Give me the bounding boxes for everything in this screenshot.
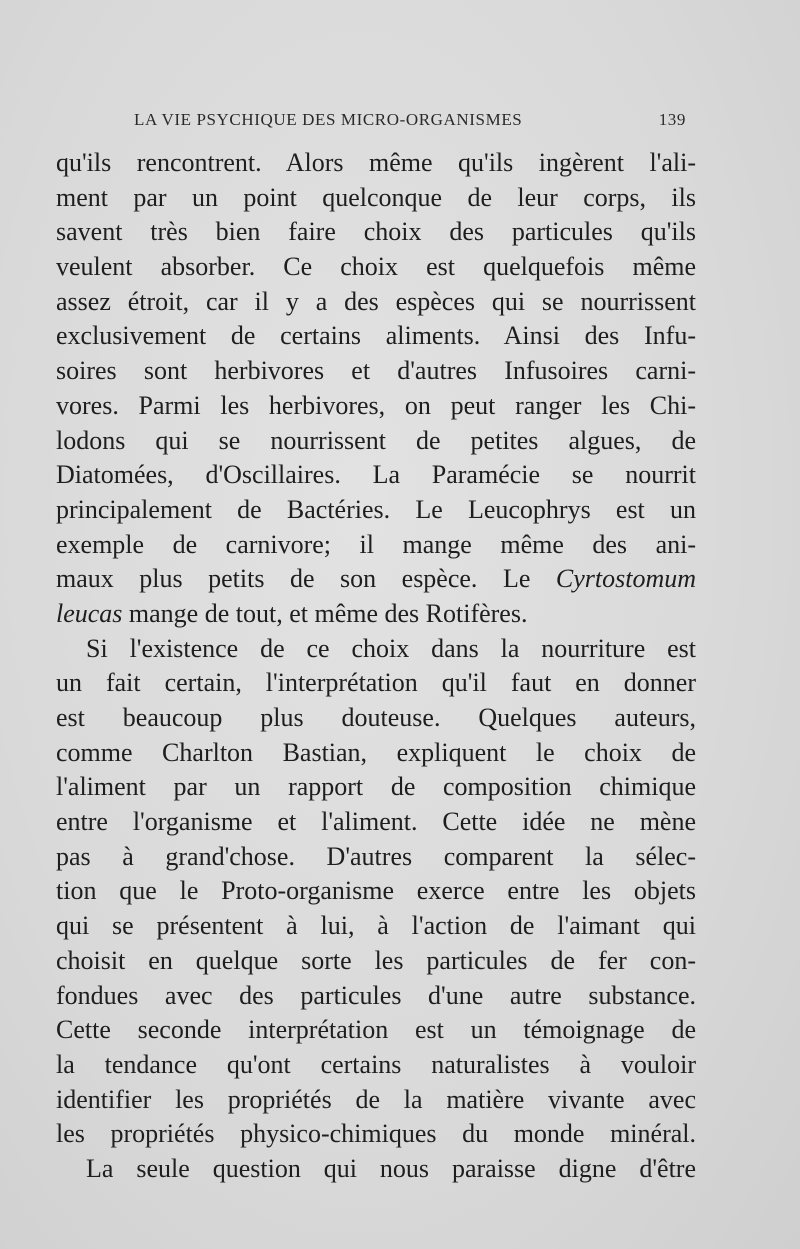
running-title: LA VIE PSYCHIQUE DES MICRO-ORGANISMES	[134, 110, 523, 129]
running-head	[134, 110, 686, 136]
text-line: ment par un point quelconque de leur corps, ils	[56, 182, 696, 212]
text-line: qui se présentent à lui, à l'action de l'aimant qui	[56, 911, 696, 941]
text-line: qu'ils rencontrent. Alors même qu'ils ingèrent l'ali-	[56, 148, 696, 177]
text-run: maux plus petits de son espèce. Le	[56, 564, 556, 594]
species-name: Cyrtostomum	[555, 564, 696, 594]
text-line: un fait certain, l'interprétation qu'il faut en donner	[56, 668, 696, 698]
text-line: exemple de carnivore; il mange même des ani-	[56, 529, 696, 559]
text-run: mange de tout, et même des Rotifères.	[122, 598, 528, 628]
text-line: tion que le Proto-organisme exerce entre les objets	[56, 876, 696, 906]
text-line: veulent absorber. Ce choix est quelquefois même	[56, 252, 696, 282]
text-line: est beaucoup plus douteuse. Quelques auteurs,	[56, 703, 696, 732]
text-line: exclusivement de certains aliments. Ainsi des Infu-	[56, 321, 696, 351]
text-line: choisit en quelque sorte les particules de fer con-	[56, 945, 696, 975]
paragraph-start-line: La seule question qui nous paraisse digne d'être	[86, 1153, 696, 1183]
text-line: pas à grand'chose. D'autres comparent la sélec-	[56, 841, 696, 871]
page-number: 139	[658, 110, 686, 129]
text-line: identifier les propriétés de la matière vivante avec	[56, 1084, 696, 1114]
text-line: comme Charlton Bastian, expliquent le choix de	[56, 737, 696, 767]
text-line: la tendance qu'ont certains naturalistes à vouloir	[56, 1049, 696, 1079]
text-line: Cette seconde interprétation est un témoignage de	[56, 1015, 696, 1045]
text-line: soires sont herbivores et d'autres Infusoires carni-	[56, 356, 696, 386]
text-line: savent très bien faire choix des particules qu'ils	[56, 217, 696, 247]
text-line: entre l'organisme et l'aliment. Cette idée ne mène	[56, 807, 696, 837]
text-line: fondues avec des particules d'une autre substance.	[56, 980, 696, 1010]
text-line: l'aliment par un rapport de composition chimique	[56, 772, 696, 802]
text-line	[56, 562, 696, 597]
text-line: principalement de Bactéries. Le Leucophrys est un	[56, 494, 696, 524]
text-line: assez étroit, car il y a des espèces qui se nourrissent	[56, 286, 696, 316]
paragraph-end-line	[56, 597, 696, 632]
text-line: vores. Parmi les herbivores, on peut ranger les Chi-	[56, 390, 696, 420]
text-line: les propriétés physico-chimiques du monde minéral.	[56, 1119, 696, 1149]
text-line: Diatomées, d'Oscillaires. La Paramécie se nourrit	[56, 460, 696, 490]
species-name: leucas	[56, 598, 123, 628]
text-line: lodons qui se nourrissent de petites algues, de	[56, 425, 696, 455]
body-text	[56, 146, 696, 1187]
paragraph-start-line: Si l'existence de ce choix dans la nourriture est	[86, 633, 696, 663]
